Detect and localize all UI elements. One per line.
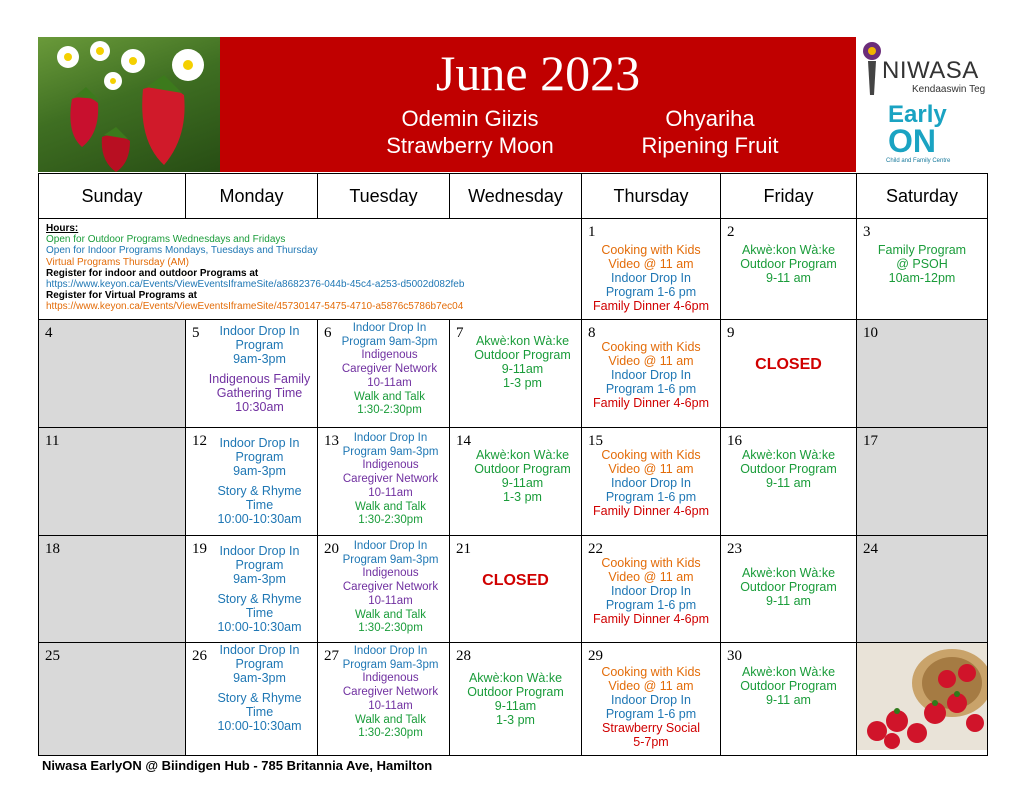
day-number: 30 bbox=[727, 648, 742, 664]
event-line: Video @ 11 am bbox=[608, 354, 694, 368]
day-cell-21 bbox=[450, 536, 582, 643]
day-events bbox=[332, 645, 449, 741]
event-line: Program 9am-3pm bbox=[342, 553, 439, 566]
event-line: Family Dinner 4-6pm bbox=[592, 299, 709, 313]
event-line: 10:00-10:30am bbox=[217, 512, 302, 526]
event-line: 9-11am bbox=[501, 476, 544, 490]
moon-name-line: Ripening Fruit bbox=[641, 133, 779, 158]
day-events bbox=[721, 566, 856, 608]
event-line: Indoor Drop In bbox=[219, 643, 300, 657]
day-events bbox=[450, 671, 581, 727]
event-line: Cooking with Kids bbox=[601, 556, 701, 570]
day-number: 29 bbox=[588, 648, 603, 664]
day-number: 2 bbox=[727, 224, 735, 240]
day-number: 18 bbox=[45, 541, 60, 557]
day-cell-10 bbox=[857, 320, 988, 428]
event-line: Indigenous bbox=[362, 567, 419, 580]
event-line: 10:00-10:30am bbox=[217, 620, 302, 634]
day-number: 21 bbox=[456, 541, 471, 557]
day-number: 16 bbox=[727, 433, 742, 449]
event-line: Program bbox=[235, 558, 284, 572]
event-line: 9-11am bbox=[501, 362, 544, 376]
page-title: June 2023 bbox=[435, 45, 641, 101]
day-cell-2 bbox=[721, 219, 857, 320]
register-label: Register for indoor and outdoor Programs at bbox=[46, 267, 259, 279]
day-cell-25 bbox=[39, 643, 186, 756]
event-line: 10:00-10:30am bbox=[217, 719, 302, 733]
day-cell-4 bbox=[39, 320, 186, 428]
moon-name-line: Ohyariha bbox=[665, 106, 755, 131]
event-line: 10am-12pm bbox=[888, 271, 956, 285]
event-line: Family Dinner 4-6pm bbox=[592, 612, 709, 626]
day-events bbox=[202, 436, 317, 526]
day-number: 28 bbox=[456, 648, 471, 664]
event-line: Family Program bbox=[877, 243, 967, 257]
event-line: Indoor Drop In bbox=[611, 584, 691, 598]
day-cell-26 bbox=[186, 643, 318, 756]
day-events bbox=[202, 324, 317, 414]
day-events bbox=[721, 243, 856, 285]
day-number: 8 bbox=[588, 325, 596, 341]
day-number: 25 bbox=[45, 648, 60, 664]
day-number: 6 bbox=[324, 325, 332, 341]
day-events bbox=[582, 243, 720, 313]
event-line: Akwè:kon Wà:ke bbox=[741, 665, 836, 679]
event-line: Walk and Talk bbox=[354, 390, 425, 403]
day-number: 9 bbox=[727, 325, 735, 341]
weekday-header: Thursday bbox=[582, 174, 721, 219]
day-number: 26 bbox=[192, 648, 207, 664]
hours-heading: Hours: bbox=[46, 223, 79, 234]
day-number: 13 bbox=[324, 433, 339, 449]
event-line: 10:30am bbox=[235, 400, 284, 414]
day-number: 12 bbox=[192, 433, 207, 449]
event-line: Video @ 11 am bbox=[608, 257, 694, 271]
event-line: Outdoor Program bbox=[740, 580, 837, 594]
event-line: Time bbox=[245, 498, 274, 512]
day-cell-27 bbox=[318, 643, 450, 756]
day-events bbox=[330, 322, 449, 418]
event-line: Cooking with Kids bbox=[601, 448, 701, 462]
day-number: 4 bbox=[45, 325, 53, 341]
weekday-header: Tuesday bbox=[318, 174, 450, 219]
strawberry-basket-icon bbox=[857, 643, 988, 750]
event-line: 1-3 pm bbox=[496, 713, 535, 727]
event-line: Indoor Drop In bbox=[353, 432, 428, 444]
event-line: 9am-3pm bbox=[233, 671, 286, 685]
closed-label: CLOSED bbox=[755, 356, 822, 373]
day-number: 22 bbox=[588, 541, 603, 557]
event-line: Video @ 11 am bbox=[608, 570, 694, 584]
day-events bbox=[332, 540, 449, 636]
day-cell-1 bbox=[582, 219, 721, 320]
day-cell-24 bbox=[857, 536, 988, 643]
event-line: Indoor Drop In bbox=[611, 476, 691, 490]
day-events bbox=[582, 665, 720, 749]
event-line: Indigenous bbox=[362, 459, 419, 472]
event-line: Outdoor Program bbox=[740, 679, 837, 693]
day-cell-3 bbox=[857, 219, 988, 320]
event-line: Indoor Drop In bbox=[611, 271, 691, 285]
day-number: 20 bbox=[324, 541, 339, 557]
day-cell-12 bbox=[186, 428, 318, 536]
day-cell-16 bbox=[721, 428, 857, 536]
event-line: Family Dinner 4-6pm bbox=[592, 504, 709, 518]
moon-name-line: Strawberry Moon bbox=[386, 133, 554, 158]
event-line: Indoor Drop In bbox=[611, 693, 691, 707]
earlyon-logo-tagline: Child and Family Centre bbox=[886, 158, 951, 164]
event-line: Program 1-6 pm bbox=[605, 707, 697, 721]
event-line: Gathering Time bbox=[216, 386, 303, 400]
strawberry-basket-cell bbox=[857, 643, 988, 756]
event-line: 9am-3pm bbox=[233, 352, 286, 366]
hours-info bbox=[46, 223, 464, 313]
calendar-table bbox=[38, 173, 988, 756]
niwasa-logo-text: NIWASA bbox=[882, 57, 979, 84]
event-line: Story & Rhyme bbox=[217, 592, 302, 606]
closed-label: CLOSED bbox=[482, 572, 549, 589]
event-line: Indoor Drop In bbox=[353, 645, 428, 657]
event-line: Strawberry Social bbox=[602, 721, 700, 735]
day-events bbox=[721, 665, 856, 707]
event-line: Indoor Drop In bbox=[353, 540, 428, 552]
event-line: 9-11am bbox=[494, 699, 537, 713]
day-number: 3 bbox=[863, 224, 871, 240]
event-line: Time bbox=[245, 705, 274, 719]
earlyon-logo-text-1: Early bbox=[888, 101, 947, 128]
day-events bbox=[582, 340, 720, 410]
week-row bbox=[39, 320, 988, 428]
moon-name-haudenosaunee bbox=[590, 105, 830, 159]
day-cell-23 bbox=[721, 536, 857, 643]
day-cell-7 bbox=[450, 320, 582, 428]
event-line: Program 1-6 pm bbox=[605, 598, 697, 612]
day-events bbox=[464, 448, 581, 504]
virtual-register-link[interactable]: https://www.keyon.ca/Events/ViewEventsIframeSite/45730147-5475-4710-a5876c5786b7ec04 bbox=[46, 301, 464, 313]
day-cell-8 bbox=[582, 320, 721, 428]
day-cell-14 bbox=[450, 428, 582, 536]
hours-virtual: Virtual Programs Thursday (AM) bbox=[46, 256, 190, 268]
event-line: Caregiver Network bbox=[342, 581, 439, 594]
event-line: Indoor Drop In bbox=[219, 324, 300, 338]
day-cell-5 bbox=[186, 320, 318, 428]
virtual-register-label: Register for Virtual Programs at bbox=[46, 290, 197, 302]
event-line: Indigenous bbox=[362, 672, 419, 685]
event-line: Akwè:kon Wà:ke bbox=[741, 566, 836, 580]
day-number: 27 bbox=[324, 648, 339, 664]
event-line: Video @ 11 am bbox=[608, 462, 694, 476]
event-line: 9am-3pm bbox=[233, 464, 286, 478]
event-line: 9am-3pm bbox=[233, 572, 286, 586]
event-line: Program 9am-3pm bbox=[341, 335, 438, 348]
event-line: Walk and Talk bbox=[355, 713, 426, 726]
event-line: Indoor Drop In bbox=[219, 436, 300, 450]
event-line: Time bbox=[245, 606, 274, 620]
event-line: 10-11am bbox=[368, 699, 413, 712]
event-line: 9-11 am bbox=[766, 476, 811, 490]
weekday-header: Wednesday bbox=[450, 174, 582, 219]
day-number: 15 bbox=[588, 433, 603, 449]
weekday-header: Saturday bbox=[857, 174, 988, 219]
day-number: 23 bbox=[727, 541, 742, 557]
day-number: 19 bbox=[192, 541, 207, 557]
day-events bbox=[202, 544, 317, 634]
day-events bbox=[202, 643, 317, 733]
hours-info-cell bbox=[39, 219, 582, 320]
event-line: 9-11 am bbox=[766, 693, 811, 707]
event-line: Indoor Drop In bbox=[611, 368, 691, 382]
event-line: Cooking with Kids bbox=[601, 665, 701, 679]
hours-outdoor: Open for Outdoor Programs Wednesdays and Fridays bbox=[46, 234, 286, 246]
event-line: Indigenous bbox=[361, 349, 418, 362]
event-line: 10-11am bbox=[367, 376, 412, 389]
event-line: Outdoor Program bbox=[474, 462, 571, 476]
event-line: 5-7pm bbox=[633, 735, 669, 749]
event-line: Akwè:kon Wà:ke bbox=[475, 334, 570, 348]
event-line: 9-11 am bbox=[766, 594, 811, 608]
day-cell-29 bbox=[582, 643, 721, 756]
day-cell-30 bbox=[721, 643, 857, 756]
event-line: Family Dinner 4-6pm bbox=[592, 396, 709, 410]
event-line: Akwè:kon Wà:ke bbox=[475, 448, 570, 462]
day-cell-28 bbox=[450, 643, 582, 756]
event-line: Program 1-6 pm bbox=[605, 490, 697, 504]
event-line: Cooking with Kids bbox=[601, 243, 701, 257]
niwasa-logo-subtitle: Kendaaswin Teg bbox=[912, 84, 986, 95]
event-line: Caregiver Network bbox=[342, 473, 439, 486]
event-line: 10-11am bbox=[368, 486, 413, 499]
day-number: 24 bbox=[863, 541, 878, 557]
event-line: Walk and Talk bbox=[355, 608, 426, 621]
day-cell-11 bbox=[39, 428, 186, 536]
event-line: Outdoor Program bbox=[474, 348, 571, 362]
moon-name-line: Odemin Giizis bbox=[401, 106, 539, 131]
event-line: Indigenous Family bbox=[208, 372, 311, 386]
event-line: Program 9am-3pm bbox=[342, 445, 439, 458]
day-events bbox=[857, 243, 987, 285]
weekday-header: Friday bbox=[721, 174, 857, 219]
day-events bbox=[582, 448, 720, 518]
event-line: Program 9am-3pm bbox=[342, 658, 439, 671]
week-row bbox=[39, 219, 988, 320]
event-line: Cooking with Kids bbox=[601, 340, 701, 354]
hours-indoor: Open for Indoor Programs Mondays, Tuesdays and Thursday bbox=[46, 245, 318, 257]
day-events bbox=[464, 334, 581, 390]
event-line: 1:30-2:30pm bbox=[358, 514, 423, 527]
event-line: Outdoor Program bbox=[467, 685, 564, 699]
day-cell-20 bbox=[318, 536, 450, 643]
event-line: 1:30-2:30pm bbox=[358, 727, 423, 740]
day-number: 10 bbox=[863, 325, 878, 341]
title-block bbox=[220, 37, 856, 172]
event-line: 1:30-2:30pm bbox=[357, 404, 422, 417]
event-line: Indoor Drop In bbox=[219, 544, 300, 558]
day-number: 5 bbox=[192, 325, 200, 341]
weekday-header-row bbox=[39, 174, 988, 219]
day-cell-18 bbox=[39, 536, 186, 643]
day-number: 1 bbox=[588, 224, 596, 240]
day-cell-15 bbox=[582, 428, 721, 536]
event-line: Akwè:kon Wà:ke bbox=[741, 448, 836, 462]
weekday-header: Monday bbox=[186, 174, 318, 219]
day-cell-19 bbox=[186, 536, 318, 643]
event-line: Program 1-6 pm bbox=[605, 382, 697, 396]
moon-name-anishinaabe bbox=[345, 105, 595, 159]
event-line: Outdoor Program bbox=[740, 257, 837, 271]
day-cell-17 bbox=[857, 428, 988, 536]
week-row bbox=[39, 643, 988, 756]
event-line: Program bbox=[235, 450, 284, 464]
weekday-header: Sunday bbox=[39, 174, 186, 219]
day-number: 14 bbox=[456, 433, 471, 449]
event-line: Video @ 11 am bbox=[608, 679, 694, 693]
event-line: Caregiver Network bbox=[341, 363, 438, 376]
event-line: Story & Rhyme bbox=[217, 484, 302, 498]
event-line: 9-11 am bbox=[766, 271, 811, 285]
event-line: Indoor Drop In bbox=[352, 322, 427, 334]
logo-area bbox=[856, 37, 987, 172]
day-cell-22 bbox=[582, 536, 721, 643]
day-number: 17 bbox=[863, 433, 878, 449]
event-line: Akwè:kon Wà:ke bbox=[468, 671, 563, 685]
event-line: Program bbox=[235, 338, 284, 352]
day-events bbox=[332, 432, 449, 528]
event-line: @ PSOH bbox=[896, 257, 948, 271]
event-line: 1-3 pm bbox=[503, 376, 542, 390]
event-line: Program bbox=[235, 657, 284, 671]
earlyon-logo-text-2: ON bbox=[888, 123, 936, 159]
day-cell-6 bbox=[318, 320, 450, 428]
header-banner bbox=[38, 37, 856, 172]
week-row bbox=[39, 428, 988, 536]
event-line: 10-11am bbox=[368, 594, 413, 607]
day-cell-9 bbox=[721, 320, 857, 428]
event-line: Program 1-6 pm bbox=[605, 285, 697, 299]
event-line: Outdoor Program bbox=[740, 462, 837, 476]
event-line: 1:30-2:30pm bbox=[358, 622, 423, 635]
footer-address: Niwasa EarlyON @ Biindigen Hub - 785 Britannia Ave, Hamilton bbox=[42, 758, 433, 773]
day-events bbox=[721, 448, 856, 490]
strawberry-photo bbox=[38, 37, 220, 172]
week-row bbox=[39, 536, 988, 643]
event-line: Caregiver Network bbox=[342, 686, 439, 699]
event-line: 1-3 pm bbox=[503, 490, 542, 504]
day-cell-13 bbox=[318, 428, 450, 536]
register-link[interactable]: https://www.keyon.ca/Events/ViewEventsIframeSite/a8682376-044b-45c4-a253-d5002d082feb bbox=[46, 279, 465, 291]
day-number: 7 bbox=[456, 325, 464, 341]
event-line: Story & Rhyme bbox=[217, 691, 302, 705]
strawberry-icon bbox=[38, 37, 220, 172]
event-line: Akwè:kon Wà:ke bbox=[741, 243, 836, 257]
day-number: 11 bbox=[45, 433, 60, 449]
day-events bbox=[582, 556, 720, 626]
event-line: Walk and Talk bbox=[355, 500, 426, 513]
